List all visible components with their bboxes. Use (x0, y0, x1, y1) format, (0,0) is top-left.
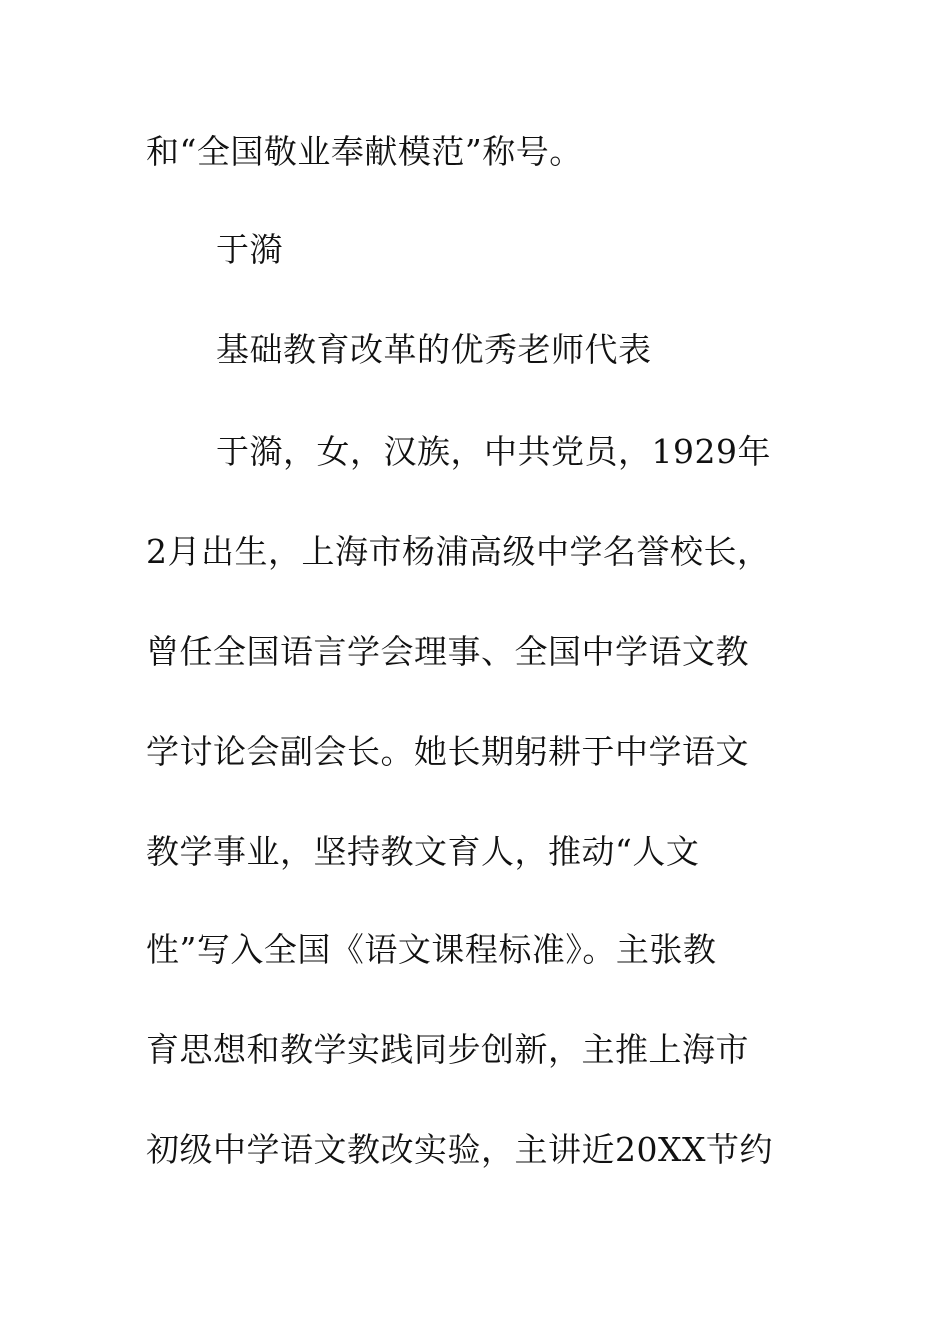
text-line-1: 和“全国敬业奉献模范”称号。 (146, 132, 583, 171)
paragraph-line-3: 曾任全国语言学会理事、全国中学语文教 (146, 632, 749, 671)
person-name: 于漪 (216, 230, 283, 269)
paragraph-line-7: 育思想和教学实践同步创新，主推上海市 (146, 1030, 749, 1069)
paragraph-line-2: 2月出生，上海市杨浦高级中学名誉校长， (146, 532, 771, 571)
paragraph-line-1: 于漪，女，汉族，中共党员，1929年 (216, 432, 771, 471)
paragraph-line-6: 性”写入全国《语文课程标准》。主张教 (146, 930, 717, 969)
paragraph-line-5: 教学事业，坚持教文育人，推动“人文 (146, 832, 700, 871)
paragraph-line-4: 学讨论会副会长。她长期躬耕于中学语文 (146, 732, 749, 771)
person-title: 基础教育改革的优秀老师代表 (216, 330, 652, 369)
paragraph-line-8: 初级中学语文教改实验，主讲近20XX节约 (146, 1130, 773, 1169)
